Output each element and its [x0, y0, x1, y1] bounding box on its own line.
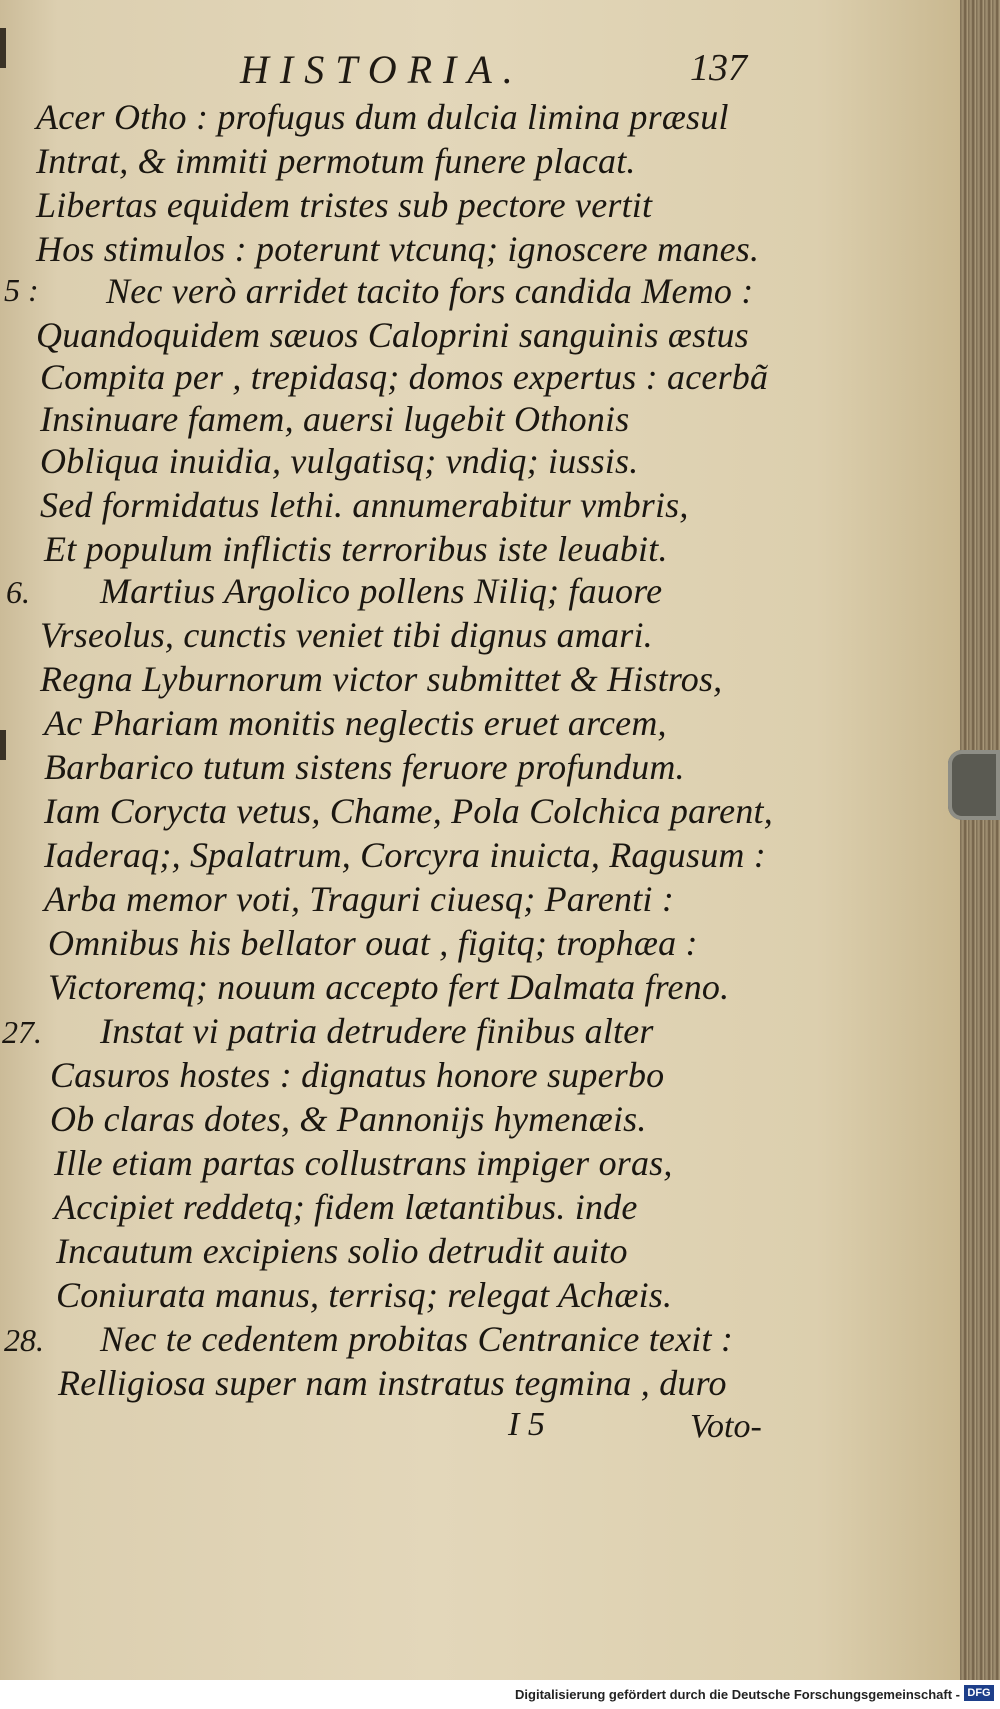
- verse-line: Ob claras dotes, & Pannonijs hymenæis.: [50, 1099, 647, 1139]
- verse-line: Nec te cedentem probitas Centranice texit :: [100, 1319, 734, 1359]
- verse-line: Ac Phariam monitis neglectis eruet arcem,: [44, 703, 667, 743]
- verse-line: Accipiet reddetq; fidem lætantibus. inde: [54, 1187, 638, 1227]
- catchword: Voto-: [690, 1408, 762, 1445]
- verse-line: Sed formidatus lethi. annumerabitur vmbris,: [40, 485, 689, 525]
- verse-line: Coniurata manus, terrisq; relegat Achæis.: [56, 1275, 673, 1315]
- verse-line: Arba memor voti, Traguri ciuesq; Parenti :: [44, 879, 675, 919]
- margin-number: 28.: [4, 1322, 44, 1358]
- verse-line: Vrseolus, cunctis veniet tibi dignus amari.: [40, 615, 653, 655]
- verse-line: Et populum inflictis terroribus iste leuabit.: [44, 529, 668, 569]
- verse-line: Casuros hostes : dignatus honore superbo: [50, 1055, 665, 1095]
- running-head: HISTORIA.: [240, 47, 524, 92]
- verse-line: Relligiosa super nam instratus tegmina , duro: [58, 1363, 727, 1403]
- margin-number: 6.: [6, 574, 30, 610]
- verse-line: Ille etiam partas collustrans impiger oras,: [54, 1143, 673, 1183]
- verse-line: Regna Lyburnorum victor submittet & Histros,: [40, 659, 723, 699]
- verse-line: Libertas equidem tristes sub pectore vertit: [36, 185, 653, 225]
- verse-line: Insinuare famem, auersi lugebit Othonis: [40, 399, 630, 439]
- verse-line: Iam Corycta vetus, Chame, Pola Colchica parent,: [44, 791, 773, 831]
- verse-line: Hos stimulos : poterunt vtcunq; ignoscere manes.: [36, 229, 760, 269]
- signature-mark: I 5: [508, 1406, 545, 1443]
- page-number: 137: [690, 47, 747, 89]
- page-edge: [960, 0, 1000, 1680]
- verse-line: Intrat, & immiti permotum funere placat.: [36, 141, 636, 181]
- margin-shadow: [0, 730, 6, 760]
- verse-line: Martius Argolico pollens Niliq; fauore: [100, 571, 663, 611]
- verse-line: Acer Otho : profugus dum dulcia limina præsul: [36, 97, 729, 137]
- verse-line: Quandoquidem sæuos Caloprini sanguinis æstus: [36, 315, 749, 355]
- margin-number: 27.: [2, 1014, 42, 1050]
- verse-line: Compita per , trepidasq; domos expertus : acerbã: [40, 357, 769, 397]
- verse-line: Victoremq; nouum accepto fert Dalmata freno.: [48, 967, 730, 1007]
- verse-line: Iaderaq;, Spalatrum, Corcyra inuicta, Ragusum :: [44, 835, 766, 875]
- footer-bar: [0, 1680, 1000, 1709]
- verse-line: Omnibus his bellator ouat , figitq; trophæa :: [48, 923, 698, 963]
- book-clasp: [948, 750, 1000, 820]
- verse-line: Instat vi patria detrudere finibus alter: [100, 1011, 654, 1051]
- verse-line: Incautum excipiens solio detrudit auito: [56, 1231, 628, 1271]
- margin-shadow: [0, 28, 6, 68]
- margin-number: 5 :: [4, 272, 39, 308]
- verse-line: Obliqua inuidia, vulgatisq; vndiq; iussis.: [40, 441, 639, 481]
- footer-credit: Digitalisierung gefördert durch die Deutsche Forschungsgemeinschaft -: [515, 1687, 960, 1702]
- dfg-logo-icon: DFG: [964, 1685, 994, 1701]
- verse-line: Nec verò arridet tacito fors candida Memo :: [106, 271, 754, 311]
- verse-line: Barbarico tutum sistens feruore profundum.: [44, 747, 685, 787]
